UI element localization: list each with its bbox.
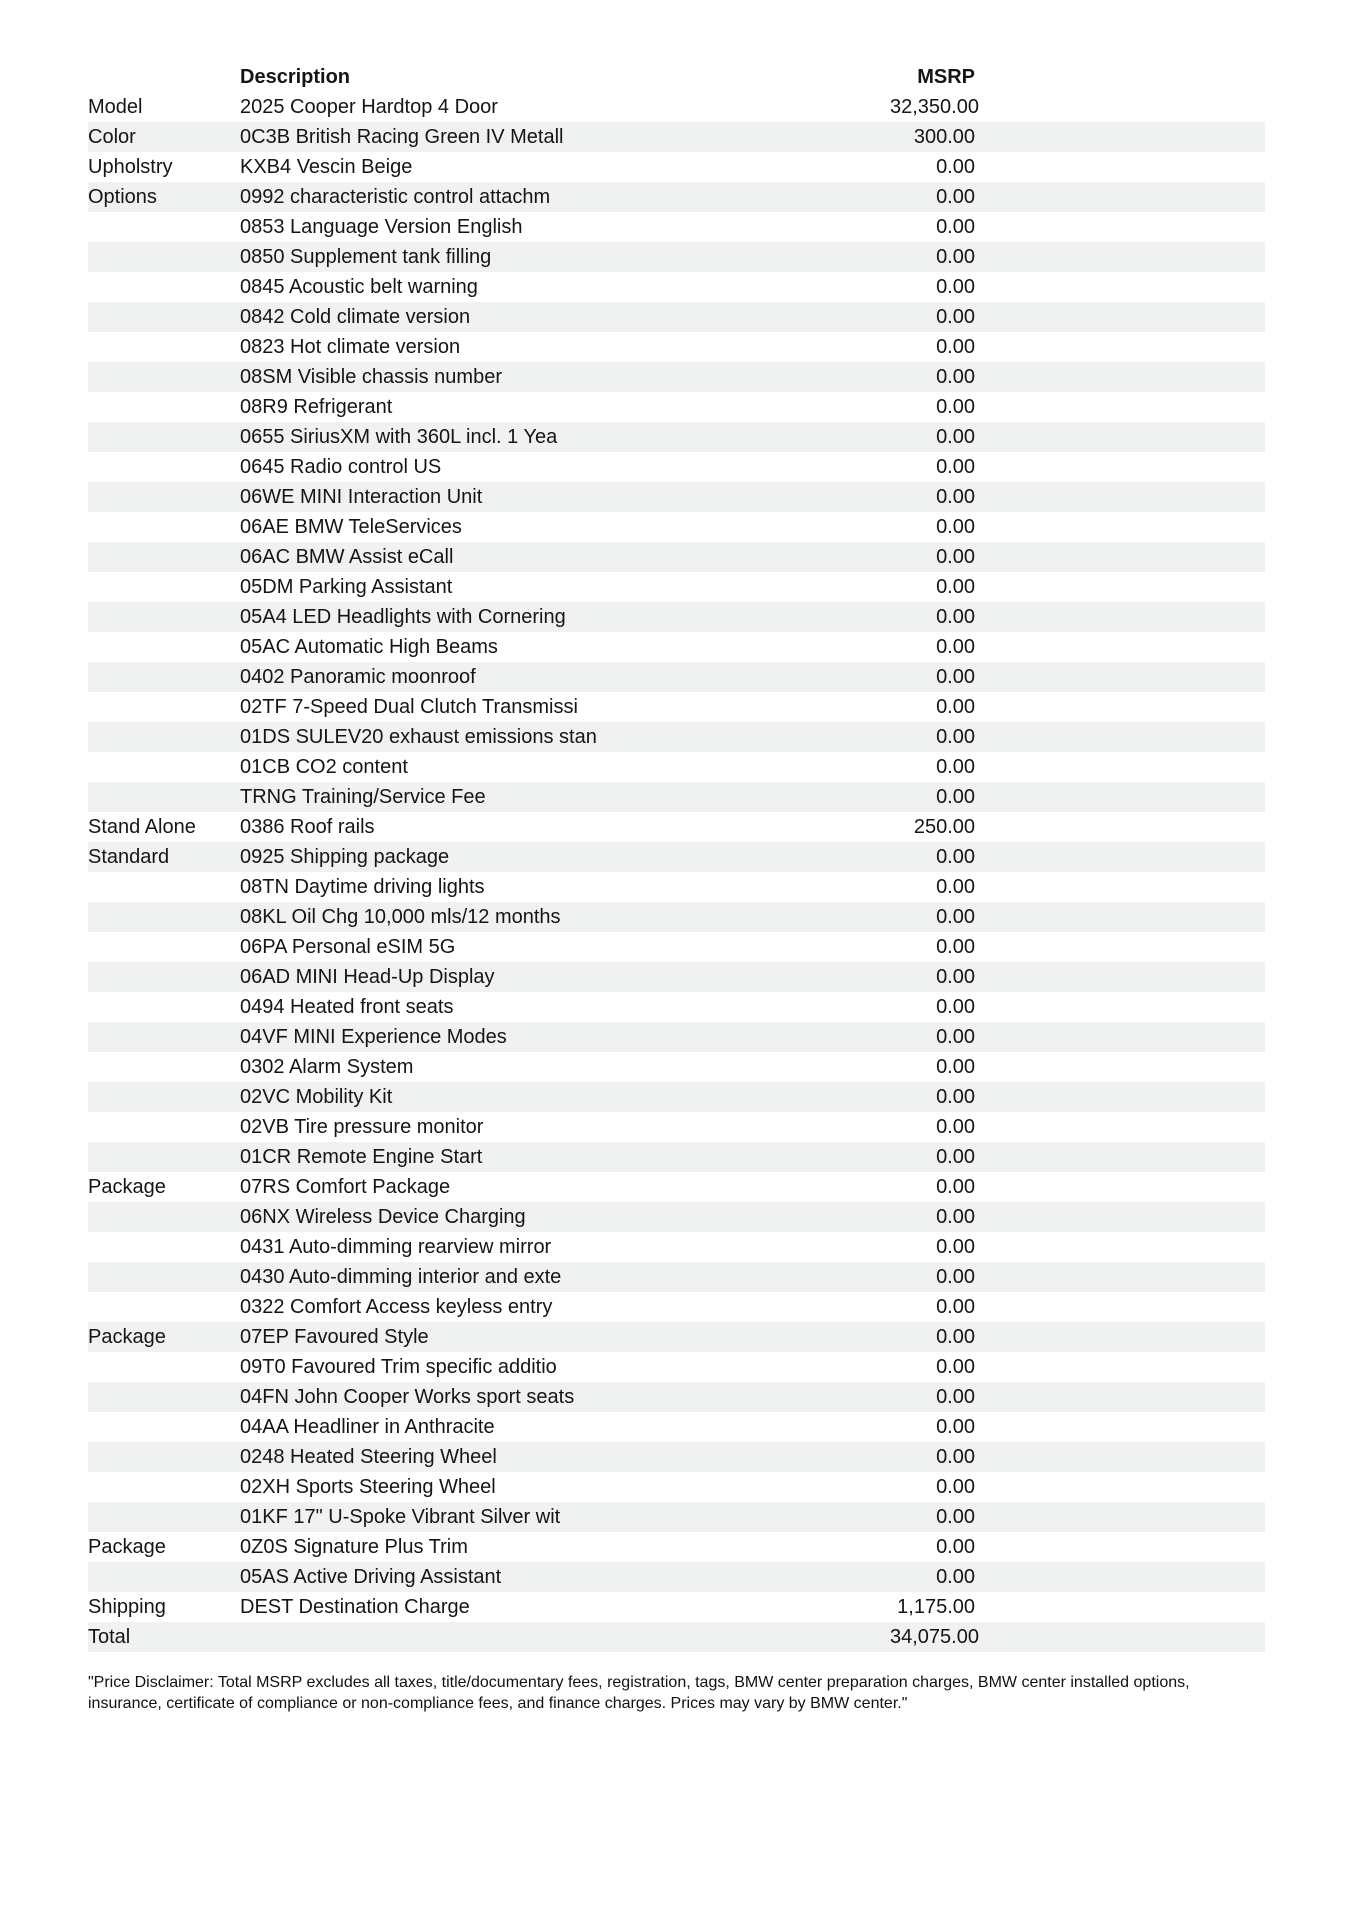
table-row (88, 1442, 1265, 1472)
row-category (88, 992, 240, 1022)
table-row (88, 362, 1265, 392)
row-category: Standard (88, 846, 170, 868)
row-description: 06WE MINI Interaction Unit (240, 486, 483, 508)
row-category (88, 722, 240, 752)
row-msrp: 0.00 (936, 366, 975, 388)
row-msrp: 0.00 (936, 246, 975, 268)
row-msrp: 0.00 (936, 156, 975, 178)
row-msrp: 0.00 (936, 726, 975, 748)
row-msrp: 0.00 (936, 936, 975, 958)
row-msrp: 0.00 (936, 1566, 975, 1588)
row-description: 06AE BMW TeleServices (240, 516, 462, 538)
row-category (88, 1232, 240, 1262)
table-row (88, 1622, 1265, 1652)
row-description: 0925 Shipping package (240, 846, 450, 868)
row-description: 05DM Parking Assistant (240, 576, 453, 598)
row-description: 06AD MINI Head-Up Display (240, 966, 495, 988)
row-category (88, 302, 240, 332)
row-msrp: 0.00 (936, 1026, 975, 1048)
table-row (88, 932, 1265, 962)
row-msrp: 0.00 (936, 786, 975, 808)
table-row (88, 992, 1265, 1022)
row-description: 0845 Acoustic belt warning (240, 276, 478, 298)
row-category (88, 602, 240, 632)
row-description: 0645 Radio control US (240, 456, 442, 478)
row-msrp: 0.00 (936, 186, 975, 208)
table-row (88, 1412, 1265, 1442)
table-row (88, 1532, 1265, 1562)
row-category (88, 212, 240, 242)
row-category (88, 632, 240, 662)
table-row (88, 572, 1265, 602)
row-msrp: 0.00 (936, 1416, 975, 1438)
row-msrp: 0.00 (936, 1326, 975, 1348)
row-category (88, 362, 240, 392)
column-header-category (88, 62, 240, 92)
table-row (88, 422, 1265, 452)
row-msrp: 0.00 (936, 756, 975, 778)
row-description: 0386 Roof rails (240, 816, 375, 838)
row-msrp: 0.00 (936, 696, 975, 718)
table-row (88, 1172, 1265, 1202)
row-description: 0850 Supplement tank filling (240, 246, 492, 268)
table-row (88, 1022, 1265, 1052)
row-description: 01CR Remote Engine Start (240, 1146, 483, 1168)
table-row (88, 842, 1265, 872)
row-description: TRNG Training/Service Fee (240, 786, 486, 808)
row-category (88, 1502, 240, 1532)
row-category (88, 1292, 240, 1322)
row-category: Package (88, 1536, 166, 1558)
row-category (88, 392, 240, 422)
row-description: 08SM Visible chassis number (240, 366, 502, 388)
row-description: 04VF MINI Experience Modes (240, 1026, 507, 1048)
row-description: 06NX Wireless Device Charging (240, 1206, 526, 1228)
row-msrp: 0.00 (936, 966, 975, 988)
row-category (88, 512, 240, 542)
row-category (88, 872, 240, 902)
table-row (88, 662, 1265, 692)
table-row (88, 1322, 1265, 1352)
row-category (88, 272, 240, 302)
row-description: 0823 Hot climate version (240, 336, 461, 358)
row-category (88, 452, 240, 482)
row-category (88, 1052, 240, 1082)
row-category: Upholstry (88, 156, 173, 178)
row-msrp: 0.00 (936, 996, 975, 1018)
row-msrp: 250.00 (913, 816, 975, 838)
row-msrp: 0.00 (936, 1386, 975, 1408)
row-msrp: 0.00 (936, 846, 975, 868)
row-category (88, 482, 240, 512)
row-msrp: 0.00 (936, 666, 975, 688)
row-category (88, 1412, 240, 1442)
table-row (88, 602, 1265, 632)
table-row (88, 812, 1265, 842)
row-category (88, 1382, 240, 1412)
row-category (88, 1022, 240, 1052)
table-row (88, 1142, 1265, 1172)
table-body (88, 92, 1265, 1652)
row-msrp: 0.00 (936, 276, 975, 298)
row-description: 2025 Cooper Hardtop 4 Door (240, 96, 498, 118)
table-row (88, 122, 1265, 152)
row-msrp: 1,175.00 (897, 1596, 975, 1618)
row-msrp: 0.00 (936, 576, 975, 598)
row-description: KXB4 Vescin Beige (240, 156, 413, 178)
table-row (88, 1202, 1265, 1232)
row-description: 06PA Personal eSIM 5G (240, 936, 456, 958)
row-msrp: 0.00 (936, 606, 975, 628)
row-category (88, 932, 240, 962)
table-row (88, 1502, 1265, 1532)
row-description: 0402 Panoramic moonroof (240, 666, 476, 688)
row-msrp: 0.00 (936, 1536, 975, 1558)
row-category (88, 692, 240, 722)
row-description: 07RS Comfort Package (240, 1176, 451, 1198)
row-description: 08KL Oil Chg 10,000 mls/12 months (240, 906, 561, 928)
table-row (88, 332, 1265, 362)
row-category: Options (88, 186, 157, 208)
row-description: 0302 Alarm System (240, 1056, 414, 1078)
row-description: 04FN John Cooper Works sport seats (240, 1386, 575, 1408)
row-msrp: 0.00 (936, 516, 975, 538)
row-description: 01DS SULEV20 exhaust emissions stan (240, 726, 597, 748)
row-description: 05A4 LED Headlights with Cornering (240, 606, 566, 628)
row-description: 0Z0S Signature Plus Trim (240, 1536, 468, 1558)
row-category (88, 1142, 240, 1172)
table-row (88, 1472, 1265, 1502)
row-msrp: 0.00 (936, 1266, 975, 1288)
table-row (88, 182, 1265, 212)
row-description: 08R9 Refrigerant (240, 396, 393, 418)
row-msrp: 0.00 (936, 1086, 975, 1108)
row-category: Shipping (88, 1596, 166, 1618)
row-category: Model (88, 96, 143, 118)
table-row (88, 962, 1265, 992)
row-msrp: 0.00 (936, 1056, 975, 1078)
table-row (88, 1262, 1265, 1292)
row-category (88, 962, 240, 992)
table-header-row (88, 62, 1265, 92)
row-description: 0431 Auto-dimming rearview mirror (240, 1236, 552, 1258)
table-row (88, 1112, 1265, 1142)
row-description: 0C3B British Racing Green IV Metall (240, 126, 564, 148)
row-description: 02TF 7-Speed Dual Clutch Transmissi (240, 696, 578, 718)
table-row (88, 782, 1265, 812)
row-description: 0322 Comfort Access keyless entry (240, 1296, 553, 1318)
table-row (88, 92, 1265, 122)
row-msrp: 0.00 (936, 486, 975, 508)
row-msrp: 0.00 (936, 1476, 975, 1498)
row-category (88, 1082, 240, 1112)
row-category (88, 332, 240, 362)
row-category (88, 782, 240, 812)
row-msrp: 0.00 (936, 336, 975, 358)
table-row (88, 1592, 1265, 1622)
column-header-description: Description (240, 66, 351, 88)
table-row (88, 872, 1265, 902)
row-msrp: 0.00 (936, 1446, 975, 1468)
price-disclaimer: "Price Disclaimer: Total MSRP excludes all taxes, title/documentary fees, registration, tags, BMW center preparation charges, BMW center installed options, insurance, certificate of compliance or non-compliance fees, and finance charges. Prices may vary by BMW center." (88, 1674, 1190, 1713)
table-row (88, 1292, 1265, 1322)
row-msrp: 0.00 (936, 1236, 975, 1258)
row-msrp: 0.00 (936, 1146, 975, 1168)
row-msrp: 0.00 (936, 1206, 975, 1228)
row-category (88, 662, 240, 692)
row-category (88, 1442, 240, 1472)
row-description: 04AA Headliner in Anthracite (240, 1416, 495, 1438)
row-description: 0655 SiriusXM with 360L incl. 1 Yea (240, 426, 558, 448)
table-row (88, 1562, 1265, 1592)
row-msrp: 300.00 (913, 126, 975, 148)
row-category: Stand Alone (88, 816, 196, 838)
table-row (88, 242, 1265, 272)
row-category (88, 1562, 240, 1592)
table-row (88, 1382, 1265, 1412)
row-description (240, 1622, 890, 1652)
table-row (88, 1352, 1265, 1382)
row-description: 02VB Tire pressure monitor (240, 1116, 484, 1138)
row-category (88, 1352, 240, 1382)
column-header-msrp: MSRP (917, 66, 975, 88)
row-category (88, 1112, 240, 1142)
table-row (88, 392, 1265, 422)
row-description: 09T0 Favoured Trim specific additio (240, 1356, 557, 1378)
row-description: 01KF 17" U-Spoke Vibrant Silver wit (240, 1506, 561, 1528)
row-category (88, 902, 240, 932)
row-msrp: 0.00 (936, 546, 975, 568)
row-description: 0430 Auto-dimming interior and exte (240, 1266, 562, 1288)
row-description: 0992 characteristic control attachm (240, 186, 551, 208)
table-row (88, 902, 1265, 932)
row-category: Total (88, 1626, 131, 1648)
row-description: 0494 Heated front seats (240, 996, 454, 1018)
row-msrp: 0.00 (936, 396, 975, 418)
row-category (88, 752, 240, 782)
row-description: 0248 Heated Steering Wheel (240, 1446, 497, 1468)
row-msrp: 0.00 (936, 216, 975, 238)
row-description: 05AC Automatic High Beams (240, 636, 498, 658)
row-category (88, 1472, 240, 1502)
row-description: 08TN Daytime driving lights (240, 876, 485, 898)
table-row (88, 512, 1265, 542)
row-msrp: 0.00 (936, 426, 975, 448)
row-category (88, 1262, 240, 1292)
row-description: 02VC Mobility Kit (240, 1086, 393, 1108)
row-msrp: 0.00 (936, 1296, 975, 1318)
vehicle-options-table (88, 62, 1265, 1652)
row-msrp: 32,350.00 (890, 96, 979, 118)
table-row (88, 302, 1265, 332)
row-description: 0853 Language Version English (240, 216, 523, 238)
table-row (88, 1232, 1265, 1262)
table-row (88, 272, 1265, 302)
row-category (88, 422, 240, 452)
row-category (88, 1202, 240, 1232)
table-row (88, 452, 1265, 482)
table-row (88, 1052, 1265, 1082)
row-description: 02XH Sports Steering Wheel (240, 1476, 496, 1498)
row-msrp: 0.00 (936, 636, 975, 658)
row-description: 0842 Cold climate version (240, 306, 471, 328)
row-description: 05AS Active Driving Assistant (240, 1566, 502, 1588)
table-row (88, 542, 1265, 572)
table-row (88, 482, 1265, 512)
table-row (88, 722, 1265, 752)
row-description: 06AC BMW Assist eCall (240, 546, 454, 568)
row-category: Package (88, 1326, 166, 1348)
row-category (88, 242, 240, 272)
row-msrp: 0.00 (936, 456, 975, 478)
row-msrp: 0.00 (936, 306, 975, 328)
table-row (88, 1082, 1265, 1112)
row-msrp: 0.00 (936, 1116, 975, 1138)
row-msrp: 34,075.00 (890, 1626, 979, 1648)
row-msrp: 0.00 (936, 1356, 975, 1378)
row-msrp: 0.00 (936, 906, 975, 928)
row-description: 07EP Favoured Style (240, 1326, 429, 1348)
table-row (88, 152, 1265, 182)
row-description: DEST Destination Charge (240, 1596, 470, 1618)
row-category: Color (88, 126, 136, 148)
row-category (88, 542, 240, 572)
row-category: Package (88, 1176, 166, 1198)
row-msrp: 0.00 (936, 1176, 975, 1198)
table-row (88, 212, 1265, 242)
row-description: 01CB CO2 content (240, 756, 408, 778)
table-row (88, 692, 1265, 722)
table-row (88, 632, 1265, 662)
row-category (88, 572, 240, 602)
table-row (88, 752, 1265, 782)
row-msrp: 0.00 (936, 1506, 975, 1528)
row-msrp: 0.00 (936, 876, 975, 898)
